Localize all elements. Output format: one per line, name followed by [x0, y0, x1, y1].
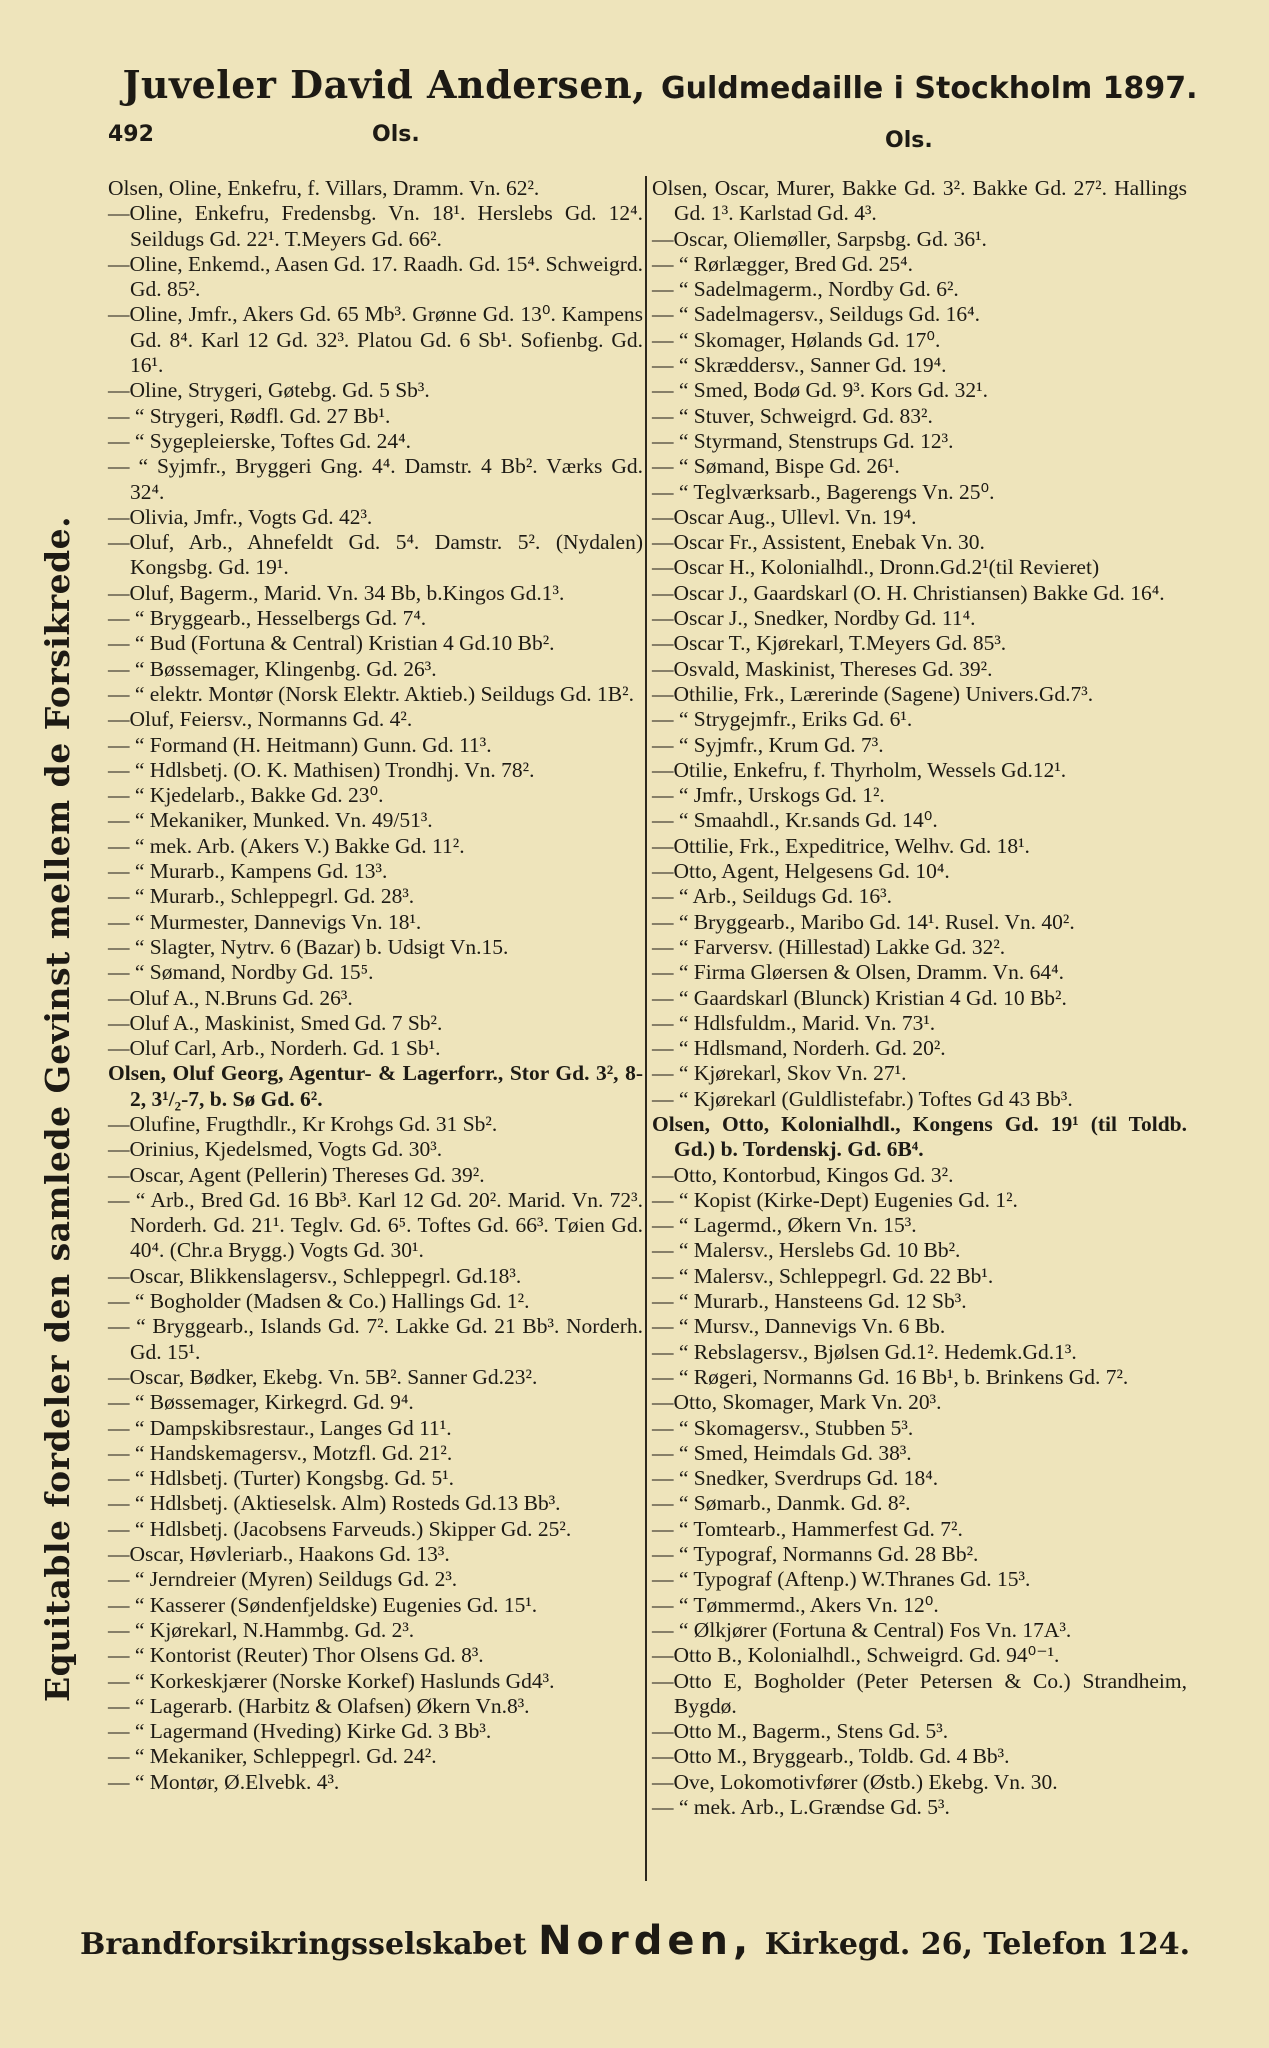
directory-entry [652, 227, 1187, 252]
directory-entry [652, 910, 1187, 935]
directory-entry [652, 657, 1187, 682]
directory-entry [652, 1618, 1187, 1643]
entry-text: — “ Tømmermd., Akers Vn. 12⁰. [652, 1592, 939, 1617]
directory-entry [652, 429, 1187, 454]
entry-text: — “ Kopist (Kirke-Dept) Eugenies Gd. 1². [652, 1187, 1018, 1212]
entry-text: —Olufine, Frugthdlr., Kr Krohgs Gd. 31 Sb². [108, 1111, 498, 1136]
directory-entry [108, 1567, 643, 1592]
entry-text: — “ Snedker, Sverdrups Gd. 18⁴. [652, 1466, 939, 1491]
entry-text: —Oscar T., Kjørekarl, T.Meyers Gd. 85³. [652, 631, 1007, 656]
directory-entry [652, 1390, 1187, 1415]
directory-entry [108, 960, 643, 985]
directory-entry [652, 733, 1187, 758]
entry-text: —Otto, Agent, Helgesens Gd. 10⁴. [652, 859, 950, 884]
directory-entry [108, 631, 643, 656]
entry-text: — “ Sømand, Nordby Gd. 15⁵. [108, 960, 374, 985]
directory-entry [108, 1416, 643, 1441]
entry-text: — “ Rørlægger, Bred Gd. 25⁴. [652, 251, 914, 276]
directory-entry [652, 631, 1187, 656]
directory-entry [652, 404, 1187, 429]
directory-entry [652, 328, 1187, 353]
entry-text: — “ Gaardskarl (Blunck) Kristian 4 Gd. 10 Bb². [652, 985, 1067, 1010]
entry-text: — “ Skræddersv., Sanner Gd. 19⁴. [652, 353, 947, 378]
directory-entry [108, 1137, 643, 1162]
entry-text: — “ Ølkjører (Fortuna & Central) Fos Vn. 17A³. [652, 1617, 1072, 1642]
entry-text: — “ Sadelmagersv., Seildugs Gd. 16⁴. [652, 302, 980, 327]
directory-entry [108, 1466, 643, 1491]
directory-entry [108, 1770, 643, 1795]
directory-entry [108, 1289, 643, 1314]
entry-text: — “ Bud (Fortuna & Central) Kristian 4 Gd.10 Bb². [108, 631, 555, 656]
directory-entry [652, 1744, 1187, 1769]
entry-text: — “ Hdlsbetj. (O. K. Mathisen) Trondhj. Vn. 78². [108, 757, 535, 782]
directory-entry [108, 429, 643, 454]
directory-entry [652, 378, 1187, 403]
entry-text: — “ Korkeskjærer (Norske Korkef) Haslunds Gd4³. [108, 1668, 555, 1693]
entry-text: — “ Sadelmagerm., Nordby Gd. 6². [652, 277, 959, 302]
directory-entry [108, 505, 643, 530]
entry-text: — “ Rebslagersv., Bjølsen Gd.1². Hedemk.Gd.1³. [652, 1339, 1077, 1364]
entry-text: — “ Sømarb., Danmk. Gd. 8². [652, 1491, 911, 1516]
entry-text: — “ Lagermand (Hveding) Kirke Gd. 3 Bb³. [108, 1719, 492, 1744]
entry-text: — “ Syjmfr., Bryggeri Gng. 4⁴. Damstr. 4 Bb². Værks Gd. 32⁴. [108, 454, 643, 504]
right-column [652, 176, 1187, 1820]
entry-text: — “ mek. Arb., L.Grændse Gd. 5³. [652, 1795, 950, 1819]
directory-entry [652, 884, 1187, 909]
entry-text: —Oscar, Bødker, Ekebg. Vn. 5B². Sanner Gd.23². [108, 1364, 538, 1389]
directory-entry [652, 1466, 1187, 1491]
entry-text: — “ Murarb., Kampens Gd. 13³. [108, 859, 388, 884]
entry-text: — “ Bogholder (Madsen & Co.) Hallings Gd. 1². [108, 1289, 530, 1314]
entry-text: — “ Tomtearb., Hammerfest Gd. 7². [652, 1516, 963, 1541]
directory-entry [652, 1112, 1187, 1163]
running-head-left: Ols. [372, 122, 420, 147]
entry-text: —Oscar, Høvleriarb., Haakons Gd. 13³. [108, 1542, 450, 1567]
entry-text: — “ Murmester, Dannevigs Vn. 18¹. [108, 909, 422, 934]
entry-text: — “ Lagerarb. (Harbitz & Olafsen) Økern Vn.8³. [108, 1693, 530, 1718]
directory-entry [652, 1593, 1187, 1618]
directory-entry [108, 808, 643, 833]
column-divider [645, 176, 647, 1881]
entry-text: Olsen, Oluf Georg, Agentur- & Lagerforr., Stor Gd. 3², 8-2, 3¹/₂-7, b. Sø Gd. 6². [108, 1061, 643, 1111]
directory-entry [652, 252, 1187, 277]
entry-text: — “ Kjedelarb., Bakke Gd. 23⁰. [108, 783, 384, 808]
entry-text: — “ Kontorist (Reuter) Thor Olsens Gd. 8³. [108, 1643, 484, 1668]
entry-text: — “ Bryggearb., Hesselbergs Gd. 7⁴. [108, 606, 427, 631]
entry-text: — “ Hdlsmand, Norderh. Gd. 20². [652, 1036, 946, 1061]
entry-text: — “ Skomager, Hølands Gd. 17⁰. [652, 327, 941, 352]
directory-entry [652, 707, 1187, 732]
entry-text: — “ Røgeri, Normanns Gd. 16 Bb¹, b. Brinkens Gd. 7². [652, 1364, 1129, 1389]
directory-entry [652, 960, 1187, 985]
entry-text: — “ Mekaniker, Schleppegrl. Gd. 24². [108, 1744, 437, 1769]
directory-entry [108, 1188, 643, 1264]
directory-entry [108, 1719, 643, 1744]
directory-entry [652, 1340, 1187, 1365]
directory-entry [652, 530, 1187, 555]
directory-entry [108, 454, 643, 505]
advert-medal-note: Guldmedaille i Stockholm 1897. [660, 71, 1198, 106]
entry-text: —Otto M., Bryggearb., Toldb. Gd. 4 Bb³. [652, 1744, 1010, 1769]
entry-text: — “ Firma Gløersen & Olsen, Dramm. Vn. 64⁴. [652, 960, 1064, 985]
running-head-right: Ols. [885, 128, 933, 153]
directory-entry [652, 1567, 1187, 1592]
entry-text: — “ Lagermd., Økern Vn. 15³. [652, 1213, 917, 1238]
entry-text: —Otto, Skomager, Mark Vn. 20³. [652, 1390, 942, 1415]
directory-entry [108, 1163, 643, 1188]
entry-text: —Oscar Fr., Assistent, Enebak Vn. 30. [652, 530, 985, 555]
entry-text: — “ Handskemagersv., Motzfl. Gd. 21². [108, 1440, 453, 1465]
entry-text: —Otto, Kontorbud, Kingos Gd. 3². [652, 1162, 954, 1187]
entry-text: — “ Malersv., Schleppegrl. Gd. 22 Bb¹. [652, 1263, 994, 1288]
entry-text: —Othilie, Frk., Lærerinde (Sagene) Univers.Gd.7³. [652, 681, 1094, 706]
entry-text: — “ Hdlsfuldm., Marid. Vn. 73¹. [652, 1010, 936, 1035]
entry-text: — “ Slagter, Nytrv. 6 (Bazar) b. Udsigt Vn.15. [108, 934, 509, 959]
directory-entry [652, 1163, 1187, 1188]
directory-entry [652, 682, 1187, 707]
directory-entry [652, 1795, 1187, 1820]
directory-entry [652, 454, 1187, 479]
entry-text: —Oscar J., Gaardskarl (O. H. Christiansen) Bakke Gd. 16⁴. [652, 580, 1165, 605]
entry-text: —Oscar, Oliemøller, Sarpsbg. Gd. 36¹. [652, 226, 987, 251]
entry-text: —Otto M., Bagerm., Stens Gd. 5³. [652, 1719, 949, 1744]
directory-entry [108, 606, 643, 631]
entry-text: — “ Smed, Heimdals Gd. 38³. [652, 1440, 912, 1465]
directory-entry [652, 1087, 1187, 1112]
entry-text: —Oscar, Blikkenslagersv., Schleppegrl. Gd.18³. [108, 1263, 522, 1288]
directory-entry [108, 1542, 643, 1567]
directory-entry [108, 1491, 643, 1516]
directory-entry [108, 1593, 643, 1618]
directory-entry [652, 1491, 1187, 1516]
entry-text: — “ Bøssemager, Kirkegrd. Gd. 9⁴. [108, 1390, 414, 1415]
left-column [108, 176, 643, 1795]
directory-entry [652, 1213, 1187, 1238]
footer-address: Kirkegd. 26, Telefon 124. [764, 1927, 1191, 1962]
entry-text: —Oline, Enkemd., Aasen Gd. 17. Raadh. Gd. 15⁴. Schweigrd. Gd. 85². [108, 251, 643, 302]
directory-entry [108, 201, 643, 252]
entry-text: — “ Farversv. (Hillestad) Lakke Gd. 32². [652, 934, 1006, 959]
directory-entry [108, 859, 643, 884]
directory-entry [108, 1618, 643, 1643]
entry-text: — “ Typograf, Normanns Gd. 28 Bb². [652, 1542, 979, 1567]
directory-entry [108, 1011, 643, 1036]
entry-text: — “ Syjmfr., Krum Gd. 7³. [652, 732, 884, 757]
directory-entry [108, 884, 643, 909]
entry-text: — “ Strygeri, Rødfl. Gd. 27 Bb¹. [108, 403, 391, 428]
entry-text: —Oluf A., N.Bruns Gd. 26³. [108, 985, 353, 1010]
entry-text: — “ Jerndreier (Myren) Seildugs Gd. 2³. [108, 1567, 458, 1592]
directory-entry [108, 176, 643, 201]
directory-entry [108, 986, 643, 1011]
directory-entry [652, 302, 1187, 327]
entry-text: — “ Kjørekarl (Guldlistefabr.) Toftes Gd 43 Bb³. [652, 1086, 1073, 1111]
entry-text: — “ Bøssemager, Klingenbg. Gd. 26³. [108, 656, 437, 681]
directory-entry [652, 1289, 1187, 1314]
directory-entry [652, 834, 1187, 859]
entry-text: — “ Formand (H. Heitmann) Gunn. Gd. 11³. [108, 732, 492, 757]
page-number: 492 [108, 122, 154, 147]
entry-text: —Olivia, Jmfr., Vogts Gd. 42³. [108, 504, 373, 529]
directory-entry [108, 783, 643, 808]
directory-entry [652, 581, 1187, 606]
directory-entry [108, 657, 643, 682]
entry-text: —Oluf, Bagerm., Marid. Vn. 34 Bb, b.Kingos Gd.1³. [108, 580, 565, 605]
entry-text: Olsen, Otto, Kolonialhdl., Kongens Gd. 19¹ (til Toldb. Gd.) b. Tordenskj. Gd. 6B⁴. [652, 1111, 1187, 1162]
entry-text: —Osvald, Maskinist, Thereses Gd. 39². [652, 656, 993, 681]
directory-entry [108, 1112, 643, 1137]
entry-text: — “ Typograf (Aftenp.) W.Thranes Gd. 15³. [652, 1567, 1031, 1592]
entry-text: — “ Stuver, Schweigrd. Gd. 83². [652, 403, 933, 428]
entry-text: —Oline, Enkefru, Fredensbg. Vn. 18¹. Herslebs Gd. 12⁴. Seildugs Gd. 22¹. T.Meyers Gd. 66². [108, 201, 643, 251]
directory-entry [652, 1061, 1187, 1086]
directory-entry [652, 480, 1187, 505]
entry-text: —Ove, Lokomotivfører (Østb.) Ekebg. Vn. 30. [652, 1769, 1058, 1794]
entry-text: — “ Murarb., Hansteens Gd. 12 Sb³. [652, 1289, 967, 1314]
entry-text: — “ Skomagersv., Stubben 5³. [652, 1415, 914, 1440]
entry-text: — “ Smaahdl., Kr.sands Gd. 14⁰. [652, 808, 938, 833]
directory-entry [652, 606, 1187, 631]
directory-entry [108, 1669, 643, 1694]
entry-text: — “ Teglværksarb., Bagerengs Vn. 25⁰. [652, 479, 995, 504]
entry-text: —Oline, Strygeri, Gøtebg. Gd. 5 Sb³. [108, 378, 430, 403]
entry-text: — “ Jmfr., Urskogs Gd. 1². [652, 783, 885, 808]
entry-text: Olsen, Oline, Enkefru, f. Villars, Dramm. Vn. 62². [108, 176, 540, 200]
directory-entry [652, 1365, 1187, 1390]
directory-entry [108, 1365, 643, 1390]
footer-brand: Norden, [538, 1918, 754, 1964]
entry-text: —Oscar, Agent (Pellerin) Thereses Gd. 39². [108, 1162, 485, 1187]
directory-entry [108, 404, 643, 429]
entry-text: — “ Sømand, Bispe Gd. 26¹. [652, 454, 900, 479]
directory-entry [108, 1061, 643, 1112]
directory-entry [108, 581, 643, 606]
directory-entry [108, 1264, 643, 1289]
entry-text: — “ mek. Arb. (Akers V.) Bakke Gd. 11². [108, 833, 465, 858]
entry-text: — “ elektr. Montør (Norsk Elektr. Aktieb.) Seildugs Gd. 1B². [108, 681, 634, 706]
directory-entry [652, 783, 1187, 808]
directory-entry [652, 176, 1187, 227]
directory-entry [652, 1264, 1187, 1289]
directory-entry [652, 505, 1187, 530]
directory-entry [108, 1517, 643, 1542]
directory-entry [652, 1036, 1187, 1061]
entry-text: — “ Malersv., Herslebs Gd. 10 Bb². [652, 1238, 961, 1263]
entry-text: — “ Hdlsbetj. (Aktieselsk. Alm) Rosteds Gd.13 Bb³. [108, 1491, 561, 1516]
directory-entry [652, 1238, 1187, 1263]
entry-text: —Oline, Jmfr., Akers Gd. 65 Mb³. Grønne Gd. 13⁰. Kampens Gd. 8⁴. Karl 12 Gd. 32³. Platou Gd. 6 Sb¹. Sofienbg. Gd. 16¹. [108, 302, 643, 378]
side-advert-text: Equitable fordeler den samlede Gevinst mellem de Forsikrede. [38, 515, 77, 1702]
directory-entry [108, 834, 643, 859]
entry-text: — “ Arb., Bred Gd. 16 Bb³. Karl 12 Gd. 20². Marid. Vn. 72³. Norderh. Gd. 21¹. Teglv. Gd. 6⁵. Toftes Gd. 66³. Tøien Gd. 40⁴. (Chr.a Brygg.) Vogts Gd. 30¹. [108, 1187, 643, 1263]
directory-entry [108, 252, 643, 303]
directory-entry [108, 758, 643, 783]
entry-text: —Oluf A., Maskinist, Smed Gd. 7 Sb². [108, 1010, 443, 1035]
footer-company: Brandforsikringsselskabet [80, 1927, 527, 1962]
directory-entry [108, 910, 643, 935]
entry-text: — “ Montør, Ø.Elvebk. 4³. [108, 1769, 340, 1794]
entry-text: —Orinius, Kjedelsmed, Vogts Gd. 30³. [108, 1137, 443, 1162]
directory-entry [652, 1770, 1187, 1795]
directory-entry [652, 986, 1187, 1011]
directory-entry [652, 859, 1187, 884]
directory-entry [652, 1188, 1187, 1213]
entry-text: — “ Murarb., Schleppegrl. Gd. 28³. [108, 884, 415, 909]
directory-entry [108, 1390, 643, 1415]
directory-entry [652, 555, 1187, 580]
directory-entry [652, 935, 1187, 960]
entry-text: — “ Styrmand, Stenstrups Gd. 12³. [652, 428, 954, 453]
directory-entry [108, 1694, 643, 1719]
entry-text: —Oscar J., Snedker, Nordby Gd. 11⁴. [652, 606, 976, 631]
directory-entry [652, 277, 1187, 302]
directory-entry [652, 1719, 1187, 1744]
entry-text: —Oscar Aug., Ullevl. Vn. 19⁴. [652, 504, 917, 529]
entry-text: —Ottilie, Frk., Expeditrice, Welhv. Gd. 18¹. [652, 833, 1030, 858]
directory-entry [108, 707, 643, 732]
entry-text: —Oluf Carl, Arb., Norderh. Gd. 1 Sb¹. [108, 1036, 441, 1061]
entry-text: —Otto B., Kolonialhdl., Schweigrd. Gd. 94⁰⁻¹. [652, 1643, 1060, 1668]
directory-entry [108, 1744, 643, 1769]
entry-text: — “ Hdlsbetj. (Turter) Kongsbg. Gd. 5¹. [108, 1466, 455, 1491]
entry-text: —Oluf, Arb., Ahnefeldt Gd. 5⁴. Damstr. 5². (Nydalen) Kongsbg. Gd. 19¹. [108, 530, 643, 580]
directory-entry [652, 1542, 1187, 1567]
directory-entry [652, 1441, 1187, 1466]
entry-text: —Oluf, Feiersv., Normanns Gd. 4². [108, 707, 413, 732]
directory-entry [652, 1669, 1187, 1720]
entry-text: — “ Strygejmfr., Eriks Gd. 6¹. [652, 707, 913, 732]
directory-entry [108, 682, 643, 707]
directory-entry [108, 302, 643, 378]
directory-entry [108, 1036, 643, 1061]
entry-text: — “ Kjørekarl, N.Hammbg. Gd. 2³. [108, 1617, 415, 1642]
entry-text: —Otilie, Enkefru, f. Thyrholm, Wessels Gd.12¹. [652, 757, 1067, 782]
entry-text: —Otto E, Bogholder (Peter Petersen & Co.) Strandheim, Bygdø. [652, 1668, 1187, 1718]
directory-entry [652, 1416, 1187, 1441]
directory-entry [652, 1011, 1187, 1036]
entry-text: — “ Bryggearb., Maribo Gd. 14¹. Rusel. Vn. 40². [652, 909, 1075, 934]
directory-entry [652, 1643, 1187, 1668]
entry-text: — “ Kasserer (Søndenfjeldske) Eugenies Gd. 15¹. [108, 1592, 538, 1617]
advert-jeweler-name: Juveler David Andersen, [122, 62, 646, 107]
directory-entry [652, 808, 1187, 833]
entry-text: — “ Dampskibsrestaur., Langes Gd 11¹. [108, 1415, 452, 1440]
directory-entry [108, 378, 643, 403]
directory-entry [652, 1314, 1187, 1339]
entry-text: — “ Arb., Seildugs Gd. 16³. [652, 884, 892, 909]
directory-entry [108, 1643, 643, 1668]
entry-text: —Oscar H., Kolonialhdl., Dronn.Gd.2¹(til Revieret) [652, 555, 1100, 580]
directory-entry [108, 1314, 643, 1365]
entry-text: — “ Sygepleierske, Toftes Gd. 24⁴. [108, 428, 411, 453]
directory-entry [108, 1441, 643, 1466]
entry-text: — “ Mursv., Dannevigs Vn. 6 Bb. [652, 1314, 946, 1339]
entry-text: — “ Smed, Bodø Gd. 9³. Kors Gd. 32¹. [652, 378, 988, 403]
entry-text: — “ Mekaniker, Munked. Vn. 49/51³. [108, 808, 433, 833]
directory-entry [108, 935, 643, 960]
entry-text: — “ Hdlsbetj. (Jacobsens Farveuds.) Skipper Gd. 25². [108, 1516, 572, 1541]
entry-text: — “ Kjørekarl, Skov Vn. 27¹. [652, 1061, 907, 1086]
directory-entry [108, 530, 643, 581]
directory-entry [652, 353, 1187, 378]
entry-text: — “ Bryggearb., Islands Gd. 7². Lakke Gd. 21 Bb³. Norderh. Gd. 15¹. [108, 1314, 643, 1364]
page-footer-advert [80, 1918, 1191, 1964]
directory-entry [108, 733, 643, 758]
entry-text: Olsen, Oscar, Murer, Bakke Gd. 3². Bakke Gd. 27². Hallings Gd. 1³. Karlstad Gd. 4³. [652, 176, 1187, 226]
directory-entry [652, 1517, 1187, 1542]
page-header-advert [120, 62, 1200, 107]
directory-entry [652, 758, 1187, 783]
